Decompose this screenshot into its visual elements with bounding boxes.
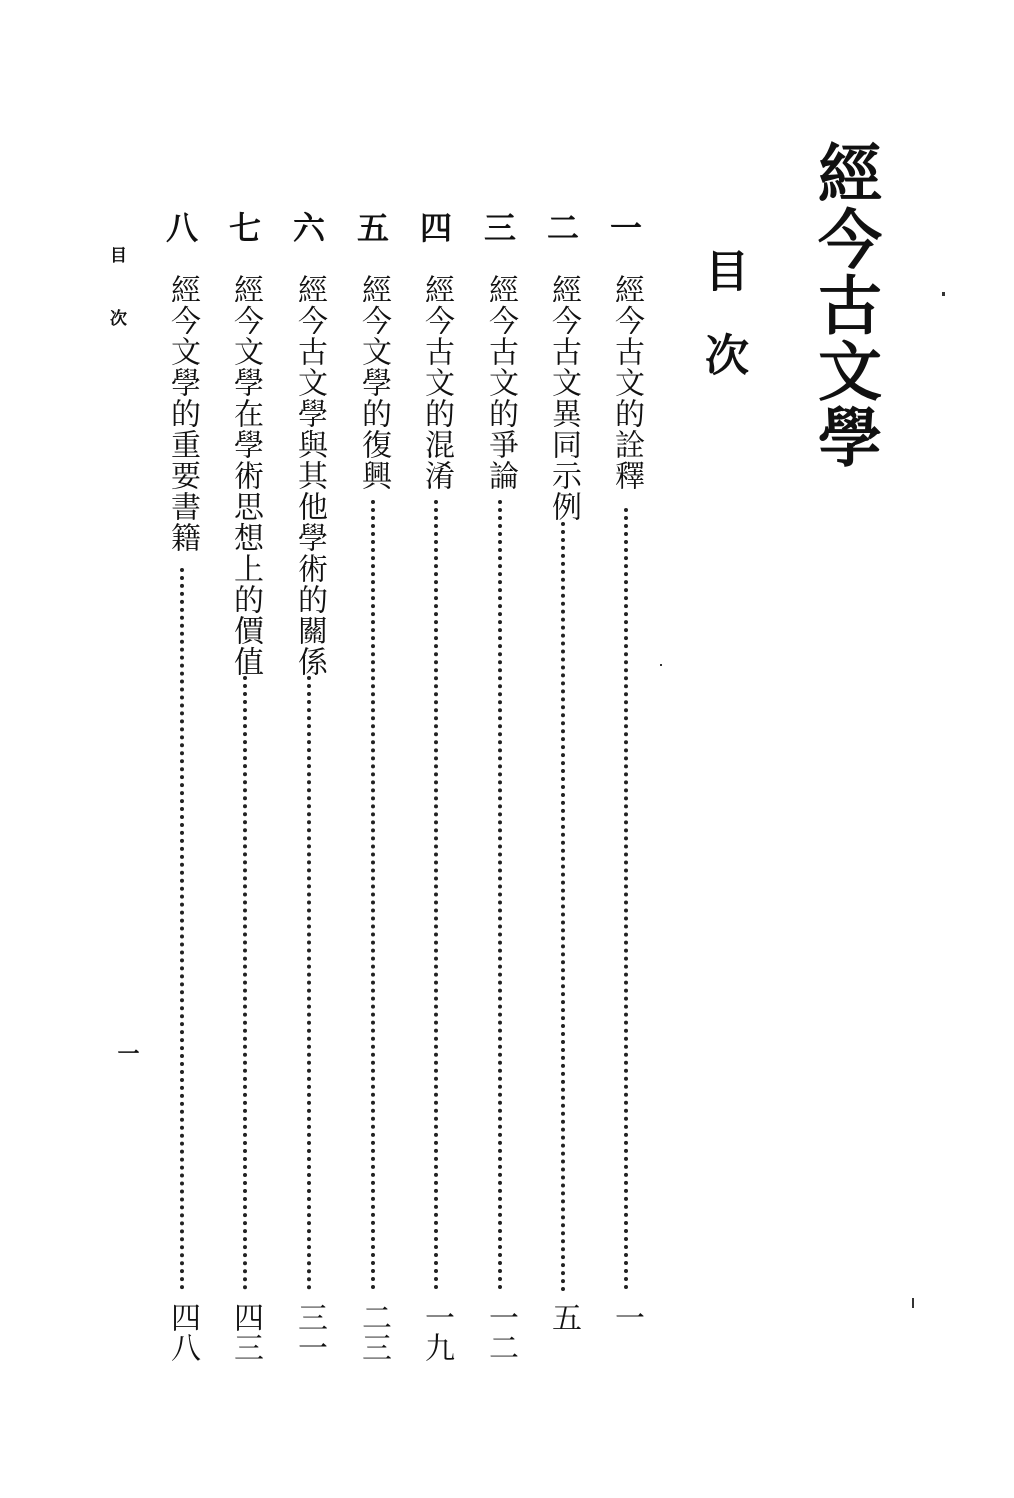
dot-leader <box>243 676 247 1290</box>
toc-heading: 目次 <box>697 248 748 416</box>
entry-title: 經今古文的詮釋 <box>609 274 644 491</box>
entry-number: 五 <box>356 209 389 247</box>
dot-leader <box>624 508 628 1290</box>
scan-speck <box>942 292 945 296</box>
scan-speck <box>912 1298 914 1308</box>
entry-title: 經今古文的混淆 <box>419 274 454 491</box>
toc-entry[interactable] <box>351 210 395 1370</box>
entry-page: 一 <box>609 1302 644 1332</box>
dot-leader <box>307 676 311 1290</box>
entry-number: 七 <box>228 209 261 247</box>
entry-number: 一 <box>609 209 642 247</box>
page-number: 一 <box>114 1042 140 1064</box>
dot-leader <box>371 500 375 1290</box>
dot-leader <box>498 500 502 1290</box>
running-head: 目次 <box>106 246 126 372</box>
entry-page: 四八 <box>165 1302 200 1362</box>
toc-entry[interactable] <box>604 210 648 1370</box>
dot-leader <box>561 522 565 1292</box>
entry-page: 二三 <box>356 1302 391 1362</box>
scan-speck <box>660 664 662 666</box>
toc-entry[interactable] <box>541 210 585 1370</box>
toc-entry[interactable] <box>223 210 267 1370</box>
entry-number: 三 <box>483 209 516 247</box>
entry-title: 經今古文異同示例 <box>546 274 581 522</box>
entry-title: 經今古文學與其他學術的關係 <box>292 274 327 677</box>
toc-entry[interactable] <box>287 210 331 1370</box>
entry-page: 一二 <box>483 1302 518 1362</box>
entry-title: 經今文學的復興 <box>356 274 391 491</box>
entry-number: 六 <box>292 209 325 247</box>
book-title: 經今古文學 <box>807 140 882 470</box>
entry-title: 經今文學的重要書籍 <box>165 274 200 553</box>
entry-page: 三一 <box>292 1302 327 1362</box>
entry-page: 五 <box>546 1302 581 1332</box>
toc-entry[interactable] <box>478 210 522 1370</box>
entry-number: 二 <box>546 209 579 247</box>
toc-entry[interactable] <box>414 210 458 1370</box>
dot-leader <box>180 568 184 1290</box>
entry-page: 一九 <box>419 1302 454 1362</box>
entry-number: 八 <box>165 209 198 247</box>
dot-leader <box>434 500 438 1290</box>
toc-entry[interactable] <box>160 210 204 1370</box>
entry-title: 經今古文的爭論 <box>483 274 518 491</box>
entry-page: 四三 <box>228 1302 263 1362</box>
entry-number: 四 <box>419 209 452 247</box>
entry-title: 經今文學在學術思想上的價值 <box>228 274 263 677</box>
